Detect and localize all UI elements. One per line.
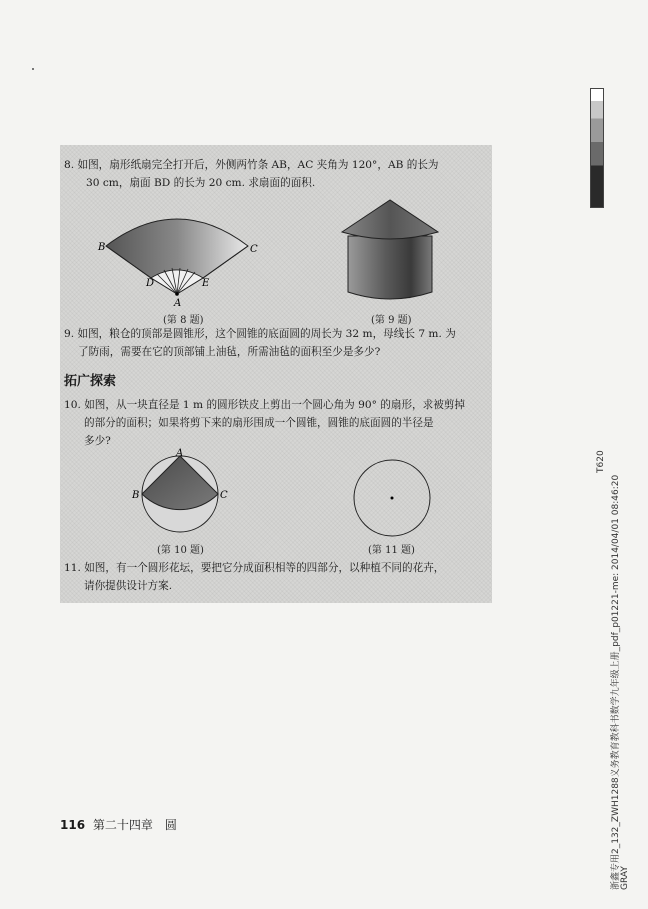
side-code: T620 — [596, 450, 606, 473]
problem-9 — [64, 325, 456, 361]
gray-scale-strip — [590, 88, 604, 208]
sector — [142, 456, 218, 510]
page-footer — [60, 816, 177, 833]
problem-11 — [64, 559, 444, 595]
figure-8-fan — [92, 198, 272, 308]
caption-figure-8: (第 8 题) — [163, 315, 204, 326]
problem-9-line-2: 了防雨，需要在它的顶部铺上油毡，所需油毡的面积至少是多少? — [78, 346, 381, 358]
problem-11-line-2: 请你提供设计方案. — [84, 580, 173, 592]
figure-9-granary — [338, 196, 442, 304]
granary-roof — [342, 200, 438, 239]
caption-figure-9: (第 9 题) — [371, 315, 412, 326]
label-C: C — [250, 244, 258, 255]
problem-11-line-1: 11. 如图，有一个圆形花坛，要把它分成面积相等的四部分，以种植不同的花卉， — [64, 562, 445, 574]
problem-10-line-2: 的部分的面积；如果将剪下来的扇形围成一个圆锥，圆锥的底面圆的半径是 — [84, 417, 434, 429]
problem-8-line-2: 30 cm，扇面 BD 的长为 20 cm. 求扇面的面积. — [86, 177, 316, 189]
label-A: A — [176, 448, 184, 459]
fan-surface — [106, 219, 248, 278]
figure-10-circle-sector — [130, 448, 230, 540]
side-timestamp: 浙鑫专用2_132_ZWH1288义务教育教科书数学九年级上册_pdf_p01221-me: 2014/04/01 08:46:20 — [611, 474, 621, 890]
fan-ribs-area — [151, 270, 203, 294]
label-A: A — [174, 298, 182, 308]
side-gray-label: GRAY — [620, 866, 630, 890]
problem-8 — [64, 156, 439, 192]
problem-10 — [64, 396, 465, 450]
problem-8-line-1: 8. 如图，扇形纸扇完全打开后，外侧两竹条 AB，AC 夹角为 120°，AB 的长为 — [64, 159, 439, 171]
page-number: 116 — [60, 818, 86, 832]
scan-speck — [32, 68, 34, 70]
caption-figure-10: (第 10 题) — [157, 545, 204, 556]
granary-body — [348, 236, 432, 299]
figure-11-circle — [352, 458, 432, 538]
label-E: E — [202, 278, 210, 289]
problem-9-line-1: 9. 如图，粮仓的顶部是圆锥形，这个圆锥的底面圆的周长为 32 m，母线长 7 m. 为 — [64, 328, 456, 340]
label-D: D — [146, 278, 155, 289]
label-B: B — [132, 490, 140, 501]
label-C: C — [220, 490, 228, 501]
circle-center — [391, 497, 394, 500]
label-B: B — [98, 242, 106, 253]
section-title: 拓广探索 — [64, 374, 117, 389]
problem-10-line-3: 多少? — [84, 435, 111, 447]
caption-figure-11: (第 11 题) — [368, 545, 415, 556]
chapter-title: 第二十四章 圆 — [92, 818, 177, 832]
problem-10-line-1: 10. 如图，从一块直径是 1 m 的圆形铁皮上剪出一个圆心角为 90° 的扇形，求被剪掉 — [64, 399, 466, 411]
